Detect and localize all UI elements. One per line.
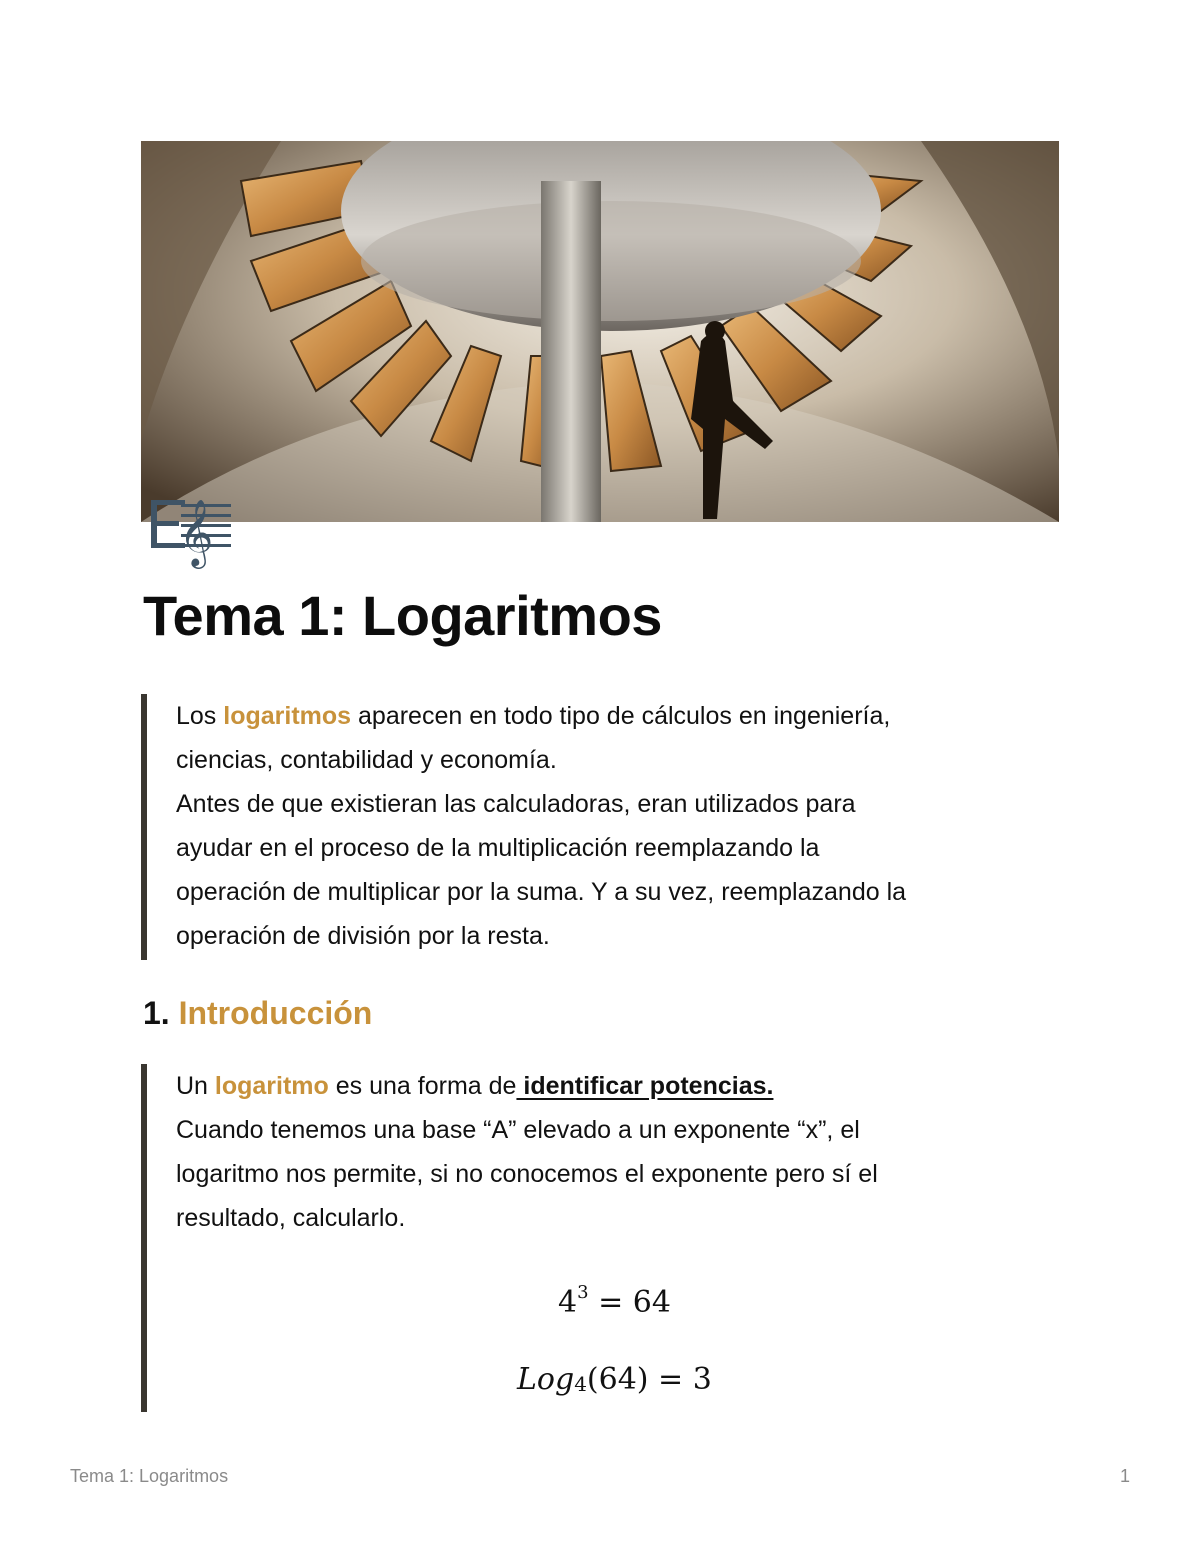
intro-line-3: Antes de que existieran las calculadoras, eran utilizados para	[176, 790, 856, 818]
page-number: 1	[1119, 1466, 1130, 1486]
eq1-base: 4	[558, 1285, 578, 1320]
identificar-potencias-underlined: identificar potencias.	[516, 1072, 774, 1100]
definition-line-4: resultado, calcularlo.	[176, 1204, 406, 1232]
eq2-func: Log	[517, 1362, 575, 1397]
equation-logarithm	[517, 1362, 712, 1397]
eq1-rhs: = 64	[588, 1285, 671, 1320]
footer-title: Tema 1: Logaritmos	[70, 1466, 229, 1486]
eq2-base: 4	[574, 1372, 587, 1396]
section-title: Introducción	[178, 995, 373, 1031]
cover-image	[141, 141, 1059, 522]
intro-line-5: operación de multiplicar por la suma. Y a su vez, reemplazando la	[176, 878, 907, 906]
intro-line-6: operación de división por la resta.	[176, 922, 550, 950]
equation-power	[558, 1282, 671, 1320]
eq1-exponent: 3	[577, 1282, 589, 1303]
logaritmos-highlight: logaritmos	[223, 702, 352, 730]
definition-callout	[141, 1064, 1056, 1412]
definition-text: es una forma de	[328, 1072, 517, 1100]
svg-text:𝄞: 𝄞	[179, 498, 214, 566]
intro-line-4: ayudar en el proceso de la multiplicación reemplazando la	[176, 834, 820, 862]
intro-line-2: ciencias, contabilidad y economía.	[176, 746, 557, 774]
section-heading-introduccion	[143, 995, 372, 1032]
definition-text: Un	[176, 1072, 215, 1100]
eq2-rhs: = 3	[648, 1362, 712, 1397]
definition-line-2: Cuando tenemos una base “A” elevado a un exponente “x”, el	[176, 1116, 860, 1144]
eq2-arg: (64)	[586, 1362, 649, 1397]
logaritmo-highlight: logaritmo	[214, 1072, 329, 1100]
intro-text: aparecen en todo tipo de cálculos en ingeniería,	[351, 702, 891, 730]
intro-text: Los	[176, 702, 224, 730]
definition-line-3: logaritmo nos permite, si no conocemos el exponente pero sí el	[176, 1160, 878, 1188]
page-title: Tema 1: Logaritmos	[143, 584, 662, 647]
section-number: 1.	[143, 995, 170, 1031]
definition-line-1	[176, 1064, 1056, 1108]
intro-callout	[141, 694, 1056, 960]
intro-line-1	[176, 694, 1056, 738]
music-staff-icon	[145, 490, 235, 570]
